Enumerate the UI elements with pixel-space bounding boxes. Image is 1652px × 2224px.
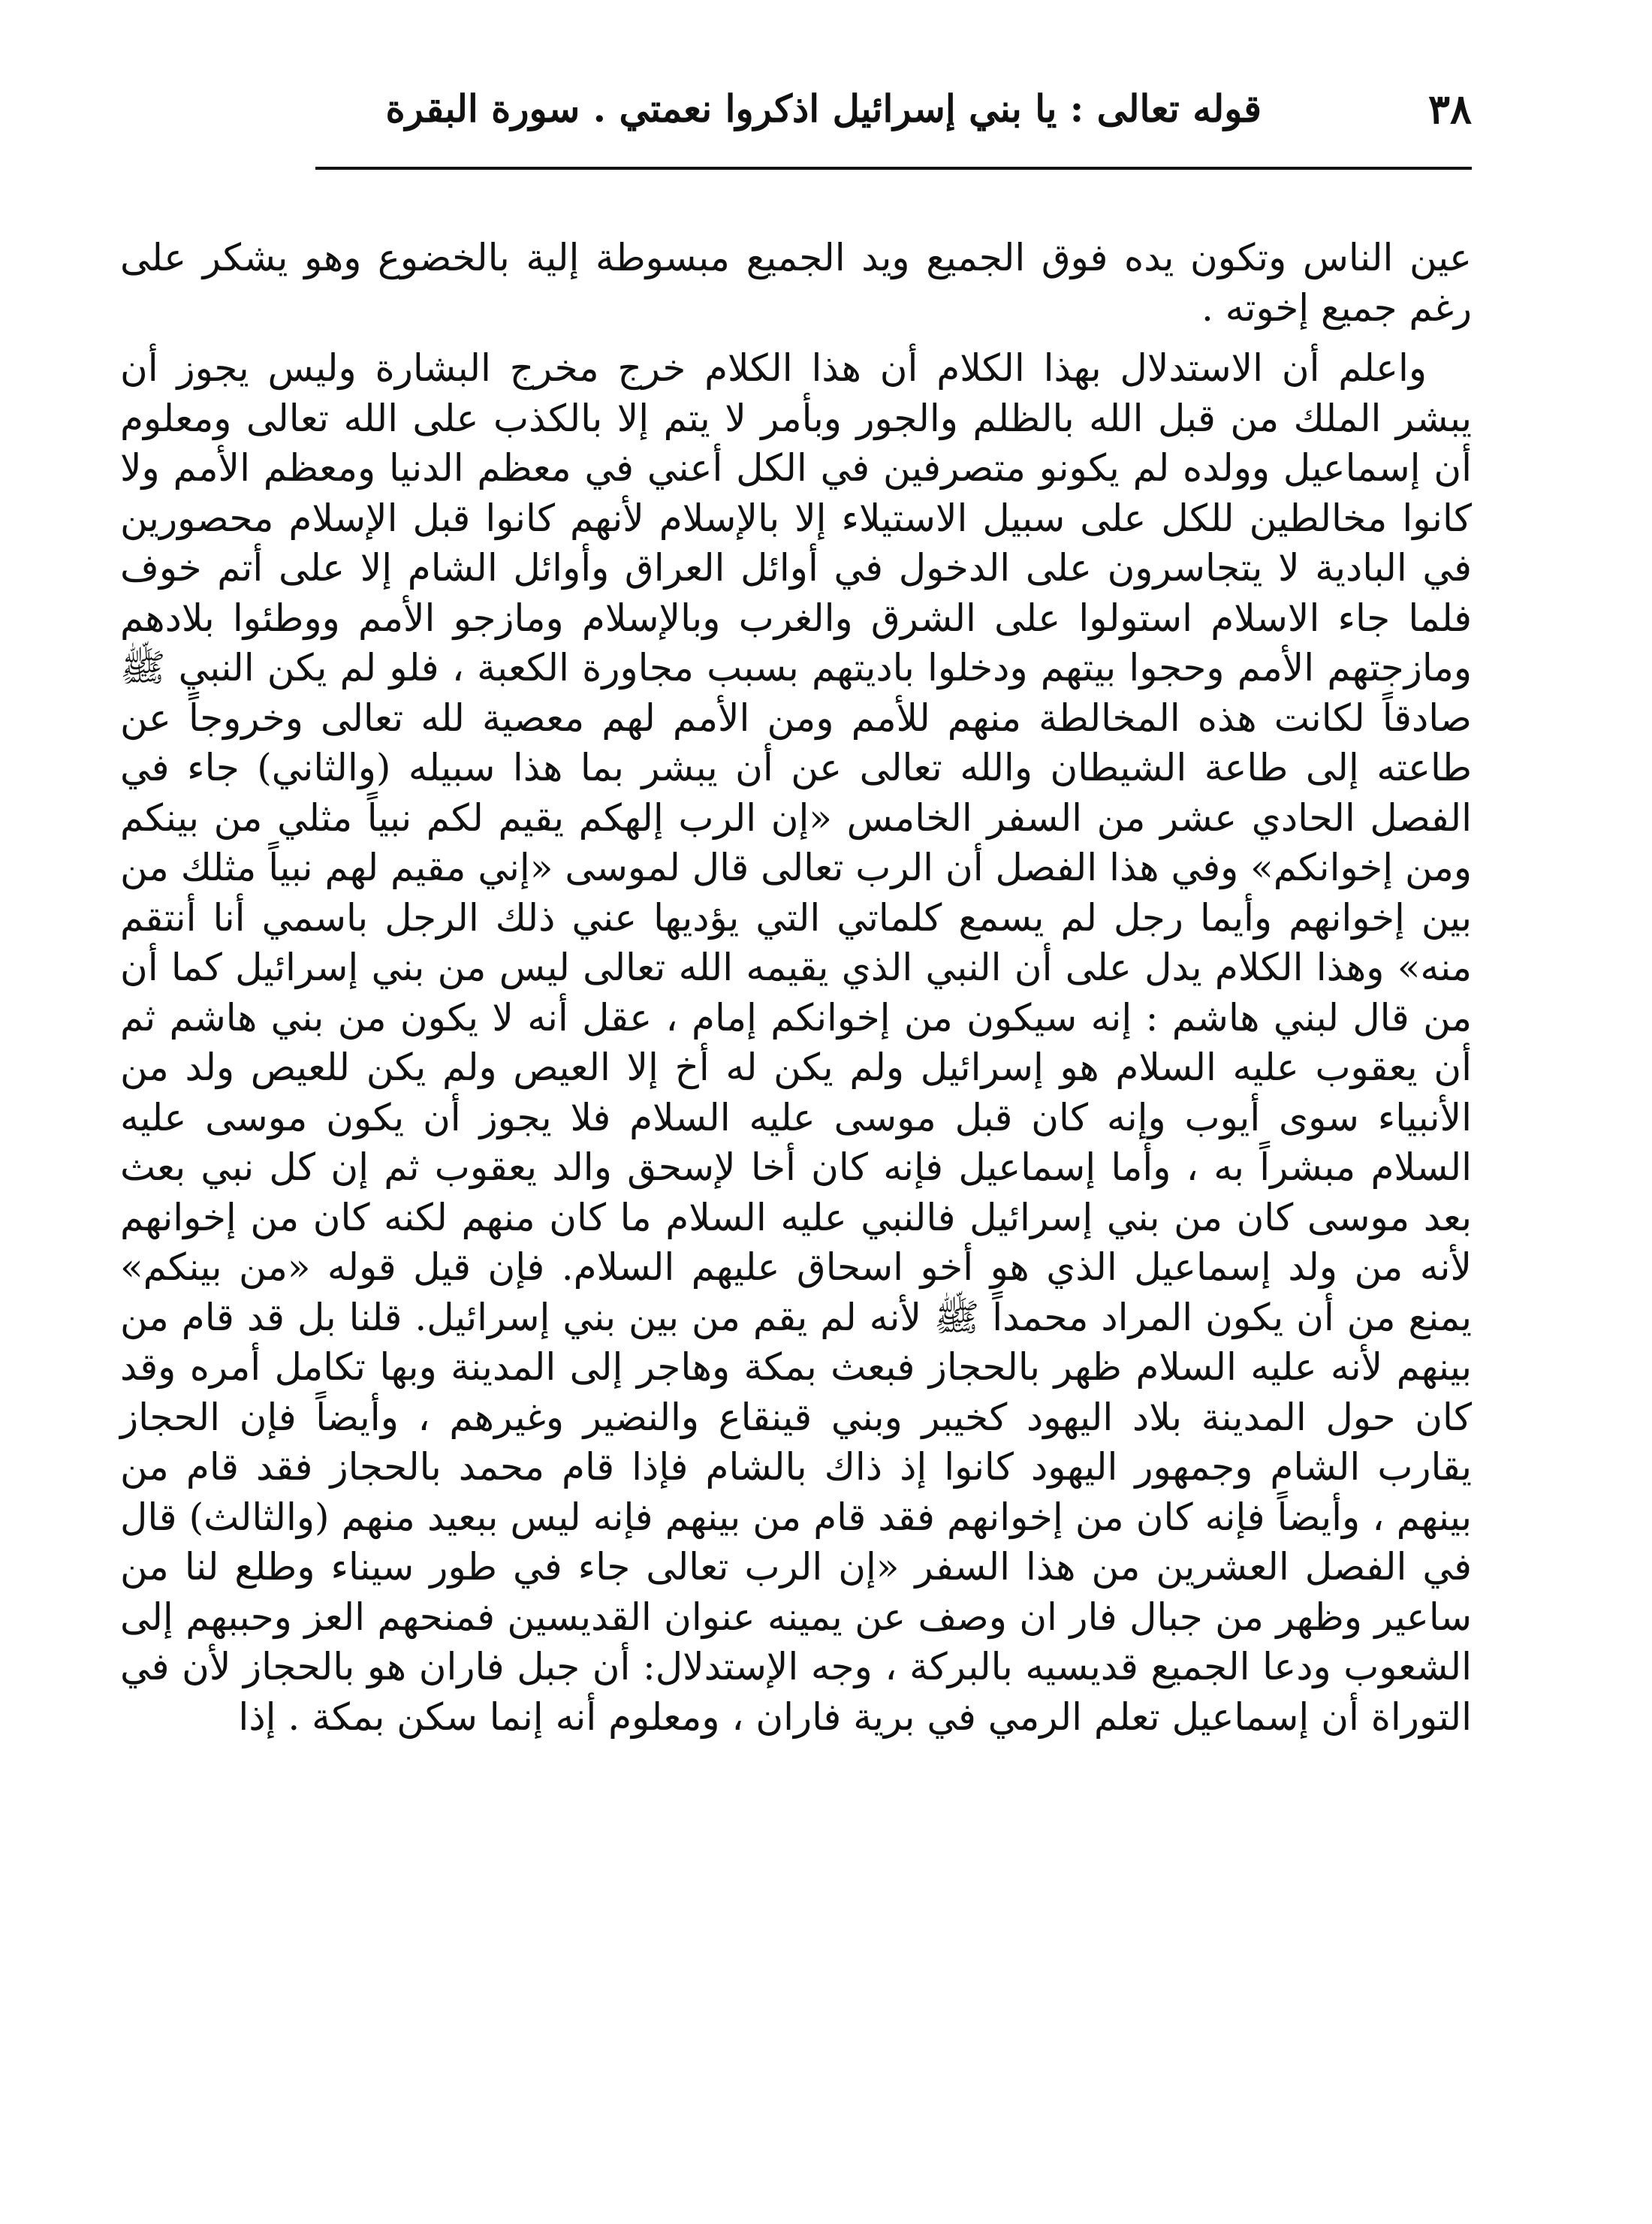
- paragraph-continuation: عين الناس وتكون يده فوق الجميع ويد الجميع مبسوطة إلية بالخضوع وهو يشكر على رغم جميع إخوته .: [120, 236, 1472, 330]
- paragraph-main: واعلم أن الاستدلال بهذا الكلام أن هذا الكلام خرج مخرج البشارة وليس يجوز أن يبشر الملك من قبل الله بالظلم والجور وبأمر لا يتم إلا بالكذب على الله تعالى ومعلوم أن إسماعيل وولده لم يكونو متصرفين في الكل أعني في معظم الدنيا ومعظم الأمم ولا كانوا مخالطين للكل على سبيل الاستيلاء إلا بالإسلام لأنهم كانوا قبل الإسلام محصورين في البادية لا يتجاسرون على الدخول في أوائل العراق وأوائل الشام إلا على أتم خوف فلما جاء الاسلام استولوا على الشرق والغرب وبالإسلام ومازجو الأمم ووطئوا بلادهم ومازجتهم الأمم وحجوا بيتهم ودخلوا باديتهم بسبب مجاورة الكعبة ، فلو لم يكن النبي ﷺ صادقاً لكانت هذه المخالطة منهم للأمم ومن الأمم لهم معصية لله تعالى وخروجاً عن طاعته إلى طاعة الشيطان والله تعالى عن أن يبشر بما هذا سبيله (والثاني) جاء في الفصل الحادي عشر من السفر الخامس «إن الرب إلهكم يقيم لكم نبياً مثلي من بينكم ومن إخوانكم» وفي هذا الفصل أن الرب تعالى قال لموسى «إني مقيم لهم نبياً مثلك من بين إخوانهم وأيما رجل لم يسمع كلماتي التي يؤديها عني ذلك الرجل باسمي أنا أنتقم منه» وهذا الكلام يدل على أن النبي الذي يقيمه الله تعالى ليس من بني إسرائيل كما أن من قال لبني هاشم : إنه سيكون من إخوانكم إمام ، عقل أنه لا يكون من بني هاشم ثم أن يعقوب عليه السلام هو إسرائيل ولم يكن له أخ إلا العيص ولم يكن للعيص ولد من الأنبياء سوى أيوب وإنه كان قبل موسى عليه السلام فلا يجوز أن يكون موسى عليه السلام مبشراً به ، وأما إسماعيل فإنه كان أخا لإسحق والد يعقوب ثم إن كل نبي بعث بعد موسى كان من بني إسرائيل فالنبي عليه السلام ما كان منهم لكنه كان من إخوانهم لأنه من ولد إسماعيل الذي هو أخو اسحاق عليهم السلام. فإن قيل قوله «من بينكم» يمنع من أن يكون المراد محمداً ﷺ لأنه لم يقم من بين بني إسرائيل. قلنا بل قد قام من بينهم لأنه عليه السلام ظهر بالحجاز فبعث بمكة وهاجر إلى المدينة وبها تكامل أمره وقد كان حول المدينة بلاد اليهود كخيبر وبني قينقاع والنضير وغيرهم ، وأيضاً فإن الحجاز يقارب الشام وجمهور اليهود كانوا إذ ذاك بالشام فإذا قام محمد بالحجاز فقد قام من بينهم ، وأيضاً فإنه كان من إخوانهم فقد قام من بينهم فإنه ليس ببعيد منهم (والثالث) قال في الفصل العشرين من هذا السفر «إن الرب تعالى جاء في طور سيناء وطلع لنا من ساعير وظهر من جبال فار ان وصف عن يمينه عنوان القديسين فمنحهم العز وحببهم إلى الشعوب ودعا الجميع قديسيه بالبركة ، وجه الإستدلال: أن جبل فاران هو بالحجاز لأن في التوراة أن إسماعيل تعلم الرمي في برية فاران ، ومعلوم أنه إنما سكن بمكة . إذا: [120, 346, 1473, 1739]
- body-text: [120, 233, 1472, 1752]
- page-header: [315, 75, 1472, 143]
- page-number: ٣٨: [1427, 85, 1472, 133]
- header-rule: [315, 167, 1472, 170]
- running-title: قوله تعالى : يا بني إسرائيل اذكروا نعمتي . سورة البقرة: [385, 86, 1262, 131]
